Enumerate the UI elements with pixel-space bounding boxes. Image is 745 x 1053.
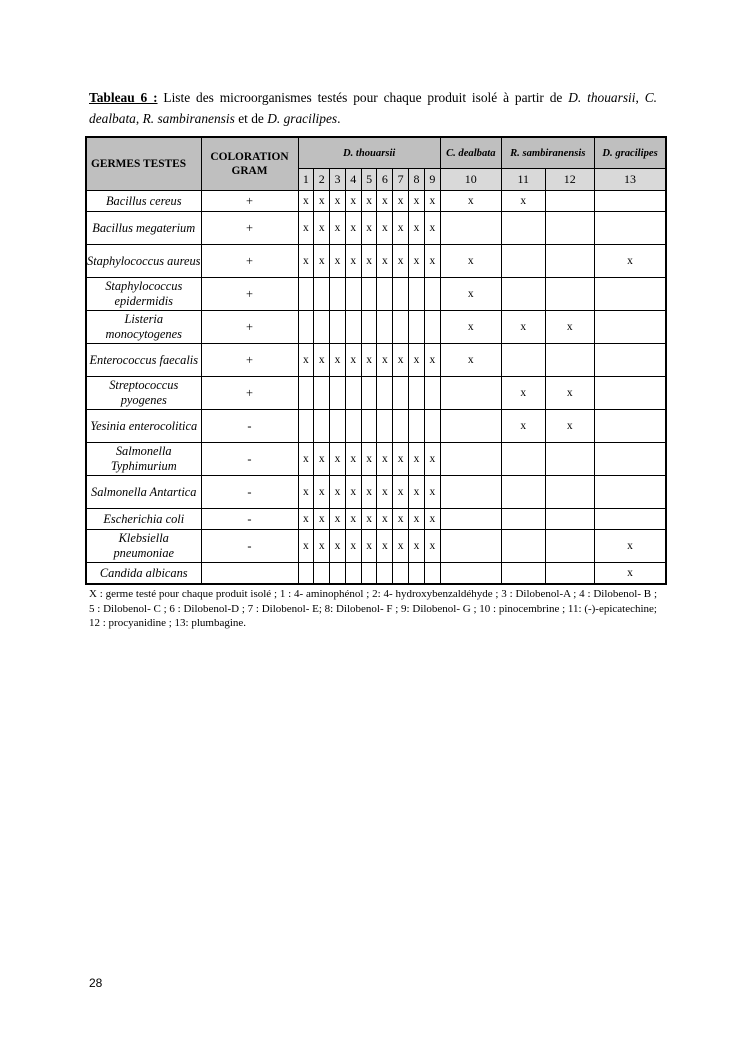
test-mark-cell: x [424, 509, 440, 530]
test-mark-cell: x [393, 344, 409, 377]
test-mark-cell [440, 410, 501, 443]
test-mark-cell: x [345, 212, 361, 245]
test-mark-cell [330, 278, 346, 311]
germ-name-cell: Salmonella Typhimurium [86, 443, 201, 476]
test-mark-cell [409, 410, 425, 443]
test-mark-cell: x [361, 191, 377, 212]
test-mark-cell [409, 278, 425, 311]
test-mark-cell [545, 278, 594, 311]
test-mark-cell: x [545, 410, 594, 443]
germ-name-cell: Klebsiella pneumoniae [86, 530, 201, 563]
test-mark-cell [545, 476, 594, 509]
table-row [86, 476, 666, 509]
test-mark-cell [424, 563, 440, 585]
test-mark-cell: x [314, 476, 330, 509]
test-mark-cell [393, 311, 409, 344]
test-mark-cell: x [314, 344, 330, 377]
test-mark-cell: x [440, 311, 501, 344]
germ-name-cell: Listeria monocytogenes [86, 311, 201, 344]
test-mark-cell [594, 443, 666, 476]
column-number-header: 11 [501, 169, 545, 191]
column-number-header: 1 [298, 169, 314, 191]
test-mark-cell: x [330, 530, 346, 563]
test-mark-cell [440, 443, 501, 476]
test-mark-cell: x [393, 509, 409, 530]
test-mark-cell: x [330, 443, 346, 476]
test-mark-cell [314, 278, 330, 311]
test-mark-cell [377, 311, 393, 344]
test-mark-cell: x [393, 443, 409, 476]
table-row [86, 311, 666, 344]
test-mark-cell: x [314, 245, 330, 278]
test-mark-cell [393, 278, 409, 311]
table-row [86, 563, 666, 585]
table-row [86, 278, 666, 311]
table-row [86, 410, 666, 443]
test-mark-cell: x [345, 530, 361, 563]
test-mark-cell [440, 509, 501, 530]
test-mark-cell [501, 278, 545, 311]
test-mark-cell: x [377, 344, 393, 377]
germ-name-cell: Escherichia coli [86, 509, 201, 530]
test-mark-cell: x [298, 344, 314, 377]
test-mark-cell: x [330, 191, 346, 212]
test-mark-cell [361, 278, 377, 311]
test-mark-cell: x [594, 563, 666, 585]
test-mark-cell [440, 563, 501, 585]
gram-cell: + [201, 245, 298, 278]
gram-cell: - [201, 530, 298, 563]
test-mark-cell: x [424, 212, 440, 245]
header-group-r-sambiranensis: R. sambiranensis [501, 137, 594, 169]
test-mark-cell: x [409, 191, 425, 212]
test-mark-cell: x [545, 377, 594, 410]
header-group-c-dealbata: C. dealbata [440, 137, 501, 169]
test-mark-cell: x [409, 344, 425, 377]
test-mark-cell: x [377, 191, 393, 212]
test-mark-cell [345, 563, 361, 585]
test-mark-cell: x [377, 530, 393, 563]
test-mark-cell [594, 509, 666, 530]
test-mark-cell: x [377, 443, 393, 476]
test-mark-cell [345, 410, 361, 443]
header-coloration-gram: COLORATION GRAM [201, 137, 298, 191]
germ-name-cell: Salmonella Antartica [86, 476, 201, 509]
test-mark-cell: x [393, 245, 409, 278]
test-mark-cell [314, 377, 330, 410]
gram-cell: + [201, 344, 298, 377]
germ-name-cell: Candida albicans [86, 563, 201, 585]
test-mark-cell [594, 476, 666, 509]
test-mark-cell [393, 410, 409, 443]
gram-cell: + [201, 311, 298, 344]
test-mark-cell: x [361, 509, 377, 530]
test-mark-cell [545, 563, 594, 585]
caption-separator: et de [234, 111, 268, 126]
test-mark-cell: x [361, 344, 377, 377]
test-mark-cell: x [361, 476, 377, 509]
page-number: 28 [89, 976, 103, 990]
test-mark-cell [501, 344, 545, 377]
test-mark-cell: x [298, 476, 314, 509]
germ-name-cell: Bacillus megaterium [86, 212, 201, 245]
test-mark-cell [393, 377, 409, 410]
test-mark-cell: x [440, 245, 501, 278]
test-mark-cell [594, 191, 666, 212]
test-mark-cell [361, 563, 377, 585]
gram-cell: + [201, 212, 298, 245]
table-row [86, 509, 666, 530]
test-mark-cell [361, 311, 377, 344]
test-mark-cell: x [345, 476, 361, 509]
test-mark-cell: x [594, 530, 666, 563]
germ-name-cell: Staphylococcus aureus [86, 245, 201, 278]
caption-label: Tableau 6 : [89, 90, 158, 105]
test-mark-cell [545, 344, 594, 377]
germ-name-cell: Staphylococcus epidermidis [86, 278, 201, 311]
column-number-header: 6 [377, 169, 393, 191]
test-mark-cell: x [314, 191, 330, 212]
test-mark-cell: x [393, 476, 409, 509]
test-mark-cell: x [409, 245, 425, 278]
test-mark-cell [545, 509, 594, 530]
test-mark-cell [594, 311, 666, 344]
test-mark-cell: x [298, 530, 314, 563]
test-mark-cell: x [377, 245, 393, 278]
column-number-header: 4 [345, 169, 361, 191]
test-mark-cell [345, 377, 361, 410]
table-caption [89, 87, 657, 129]
test-mark-cell [345, 311, 361, 344]
caption-species-4: D. gracilipes [267, 111, 338, 126]
test-mark-cell [330, 563, 346, 585]
test-mark-cell: x [424, 191, 440, 212]
test-mark-cell: x [361, 443, 377, 476]
test-mark-cell: x [314, 509, 330, 530]
test-mark-cell [361, 410, 377, 443]
test-mark-cell: x [377, 509, 393, 530]
test-mark-cell: x [298, 245, 314, 278]
column-number-header: 12 [545, 169, 594, 191]
test-mark-cell [424, 410, 440, 443]
column-number-header: 13 [594, 169, 666, 191]
table-row [86, 530, 666, 563]
test-mark-cell [377, 410, 393, 443]
gram-cell: + [201, 191, 298, 212]
test-mark-cell [545, 191, 594, 212]
gram-cell: - [201, 476, 298, 509]
test-mark-cell [377, 377, 393, 410]
test-mark-cell [594, 212, 666, 245]
gram-cell: - [201, 509, 298, 530]
test-mark-cell: x [393, 212, 409, 245]
test-mark-cell: x [594, 245, 666, 278]
table-row [86, 191, 666, 212]
test-mark-cell [298, 377, 314, 410]
test-mark-cell [501, 212, 545, 245]
test-mark-cell [393, 563, 409, 585]
caption-end: . [337, 111, 341, 126]
test-mark-cell: x [424, 530, 440, 563]
test-mark-cell [594, 278, 666, 311]
test-mark-cell [377, 278, 393, 311]
test-mark-cell: x [361, 530, 377, 563]
test-mark-cell: x [330, 344, 346, 377]
test-mark-cell: x [345, 344, 361, 377]
test-mark-cell [501, 443, 545, 476]
test-mark-cell: x [545, 311, 594, 344]
test-mark-cell: x [330, 509, 346, 530]
test-mark-cell: x [409, 212, 425, 245]
germ-name-cell: Streptococcus pyogenes [86, 377, 201, 410]
test-mark-cell [330, 410, 346, 443]
table-row [86, 344, 666, 377]
test-mark-cell [424, 278, 440, 311]
test-mark-cell [409, 563, 425, 585]
header-germs-testes: GERMES TESTES [86, 137, 201, 191]
table-legend: X : germe testé pour chaque produit isolé ; 1 : 4- aminophénol ; 2: 4- hydroxybenzaldéhyde ; 3 : Dilobenol-A ; 4 : Dilobenol- B ; 5 : Dilobenol- C ; 6 : Dilobenol-D ; 7 : Dilobenol- E; 8: Dilobenol- F ; 9: Dilobenol- G ; 10 : pinocembrine ; 11: (-)-epicatechine; 12 : procyanidine ; 13: plumbagine. [89, 588, 657, 629]
header-group-d-gracilipes: D. gracilipes [594, 137, 666, 169]
test-mark-cell [298, 563, 314, 585]
test-mark-cell: x [440, 344, 501, 377]
gram-cell: + [201, 278, 298, 311]
test-mark-cell: x [409, 530, 425, 563]
test-mark-cell: x [298, 212, 314, 245]
test-mark-cell: x [330, 245, 346, 278]
column-number-header: 3 [330, 169, 346, 191]
table-row [86, 212, 666, 245]
gram-cell [201, 563, 298, 585]
test-mark-cell: x [393, 191, 409, 212]
gram-cell: + [201, 377, 298, 410]
test-mark-cell: x [501, 410, 545, 443]
test-mark-cell: x [393, 530, 409, 563]
test-mark-cell [440, 530, 501, 563]
test-mark-cell: x [314, 443, 330, 476]
test-mark-cell [298, 278, 314, 311]
test-mark-cell: x [298, 443, 314, 476]
test-mark-cell [545, 530, 594, 563]
test-mark-cell: x [440, 278, 501, 311]
test-mark-cell [501, 563, 545, 585]
column-number-header: 2 [314, 169, 330, 191]
test-mark-cell: x [298, 191, 314, 212]
test-mark-cell: x [330, 212, 346, 245]
test-mark-cell [594, 410, 666, 443]
column-number-header: 10 [440, 169, 501, 191]
test-mark-cell: x [361, 245, 377, 278]
test-mark-cell: x [440, 191, 501, 212]
caption-species-2: C. dealbata [89, 90, 657, 126]
test-mark-cell: x [501, 191, 545, 212]
test-mark-cell: x [361, 212, 377, 245]
column-number-header: 9 [424, 169, 440, 191]
column-number-header: 8 [409, 169, 425, 191]
table-row [86, 443, 666, 476]
test-mark-cell [545, 212, 594, 245]
caption-separator: , [135, 111, 143, 126]
microorganism-table [85, 136, 667, 585]
column-number-header: 5 [361, 169, 377, 191]
test-mark-cell [501, 476, 545, 509]
test-mark-cell [330, 377, 346, 410]
test-mark-cell: x [330, 476, 346, 509]
test-mark-cell [440, 212, 501, 245]
test-mark-cell [409, 377, 425, 410]
test-mark-cell: x [298, 509, 314, 530]
column-number-header: 7 [393, 169, 409, 191]
germ-name-cell: Enterococcus faecalis [86, 344, 201, 377]
test-mark-cell: x [424, 476, 440, 509]
table-row [86, 377, 666, 410]
caption-species-3: R. sambiranensis [142, 111, 235, 126]
test-mark-cell: x [424, 344, 440, 377]
test-mark-cell: x [345, 443, 361, 476]
test-mark-cell: x [501, 311, 545, 344]
test-mark-cell [424, 311, 440, 344]
caption-separator: , [635, 90, 645, 105]
test-mark-cell [501, 245, 545, 278]
germ-name-cell: Bacillus cereus [86, 191, 201, 212]
test-mark-cell [545, 443, 594, 476]
caption-species-1: D. thouarsii [568, 90, 636, 105]
test-mark-cell [424, 377, 440, 410]
test-mark-cell: x [314, 530, 330, 563]
test-mark-cell [440, 377, 501, 410]
germ-name-cell: Yesinia enterocolitica [86, 410, 201, 443]
test-mark-cell: x [424, 443, 440, 476]
test-mark-cell [501, 530, 545, 563]
test-mark-cell [298, 410, 314, 443]
test-mark-cell [501, 509, 545, 530]
test-mark-cell: x [345, 509, 361, 530]
gram-cell: - [201, 410, 298, 443]
test-mark-cell [314, 311, 330, 344]
test-mark-cell: x [377, 476, 393, 509]
test-mark-cell [545, 245, 594, 278]
test-mark-cell [377, 563, 393, 585]
test-mark-cell: x [409, 509, 425, 530]
table-row [86, 245, 666, 278]
test-mark-cell: x [377, 212, 393, 245]
test-mark-cell: x [409, 443, 425, 476]
test-mark-cell [314, 410, 330, 443]
test-mark-cell: x [424, 245, 440, 278]
gram-cell: - [201, 443, 298, 476]
test-mark-cell [440, 476, 501, 509]
header-group-d-thouarsii: D. thouarsii [298, 137, 440, 169]
test-mark-cell [298, 311, 314, 344]
test-mark-cell [594, 377, 666, 410]
test-mark-cell [361, 377, 377, 410]
test-mark-cell: x [501, 377, 545, 410]
test-mark-cell [594, 344, 666, 377]
test-mark-cell [330, 311, 346, 344]
test-mark-cell: x [345, 191, 361, 212]
test-mark-cell [409, 311, 425, 344]
caption-text: Liste des microorganismes testés pour chaque produit isolé à partir de [157, 90, 569, 105]
test-mark-cell: x [345, 245, 361, 278]
test-mark-cell [314, 563, 330, 585]
test-mark-cell [345, 278, 361, 311]
test-mark-cell: x [314, 212, 330, 245]
test-mark-cell: x [409, 476, 425, 509]
